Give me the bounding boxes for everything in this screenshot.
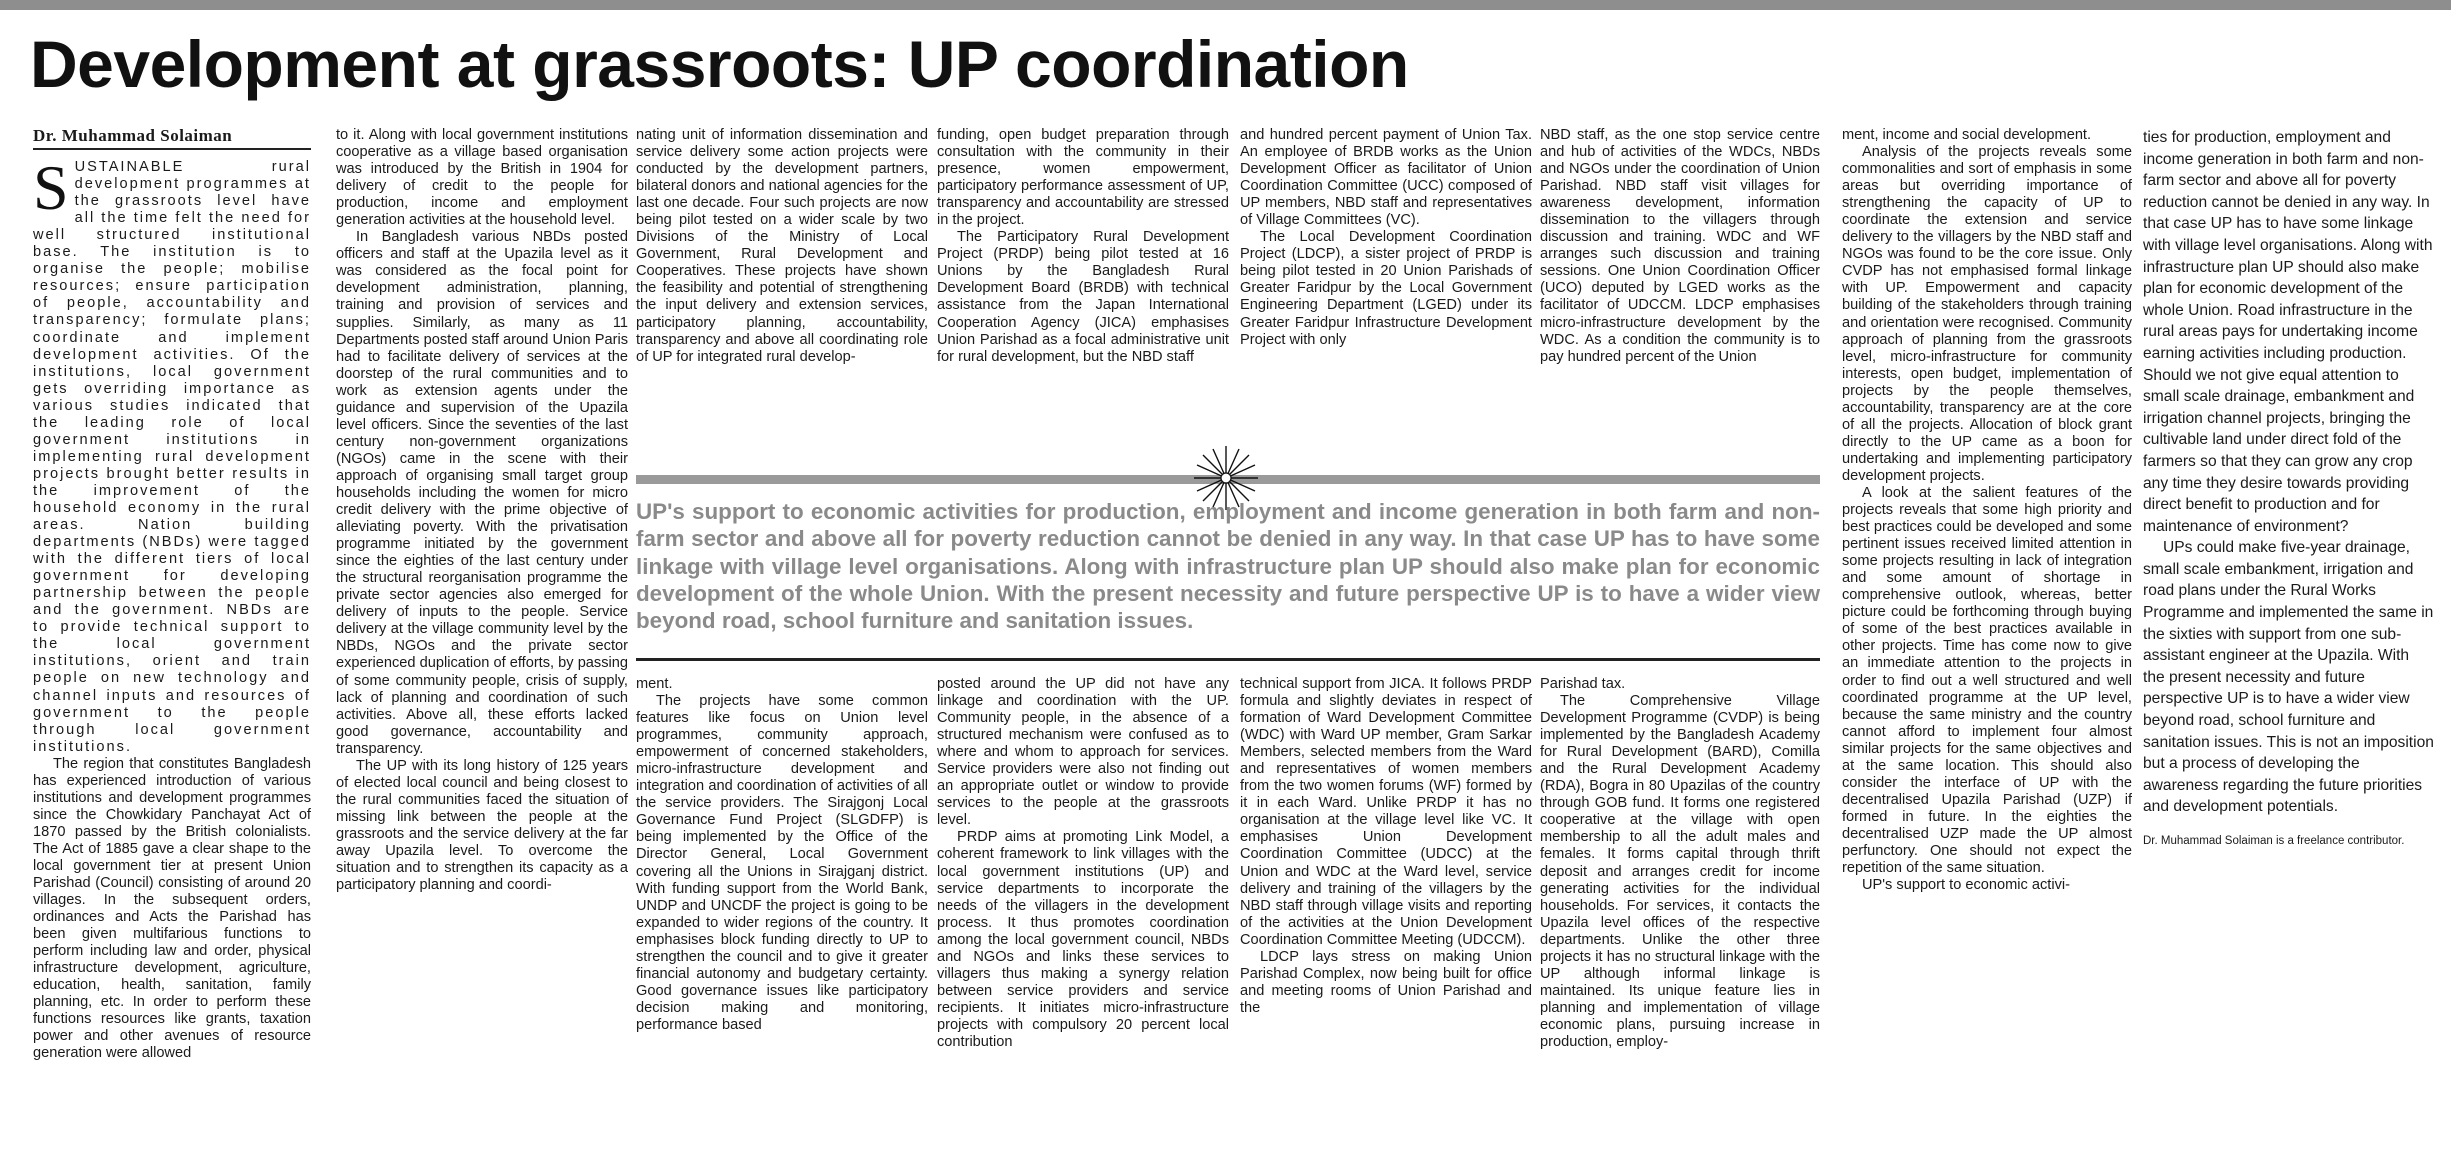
lead-text: USTAINABLE rural development programmes at the grassroots level have all the time felt the need for well structured institutional base. The institution is to organise the people; mobilise resources; ensure participation of people, accountability and transparency; formulate plans; coordinate and implement development activities. Of the institutions, local government gets overriding importance as various studies indicated that the leading role of local government institutions in implementing rural development projects brought better results in the improvement of the household economy in the rural areas. Nation building departments (NBDs) were tagged with the different tiers of local government for developing partnership between the people and the government. NBDs are to provide technical support to the local government institutions, orient and train people on new technology and channel inputs and resources of government to the people through local government institutions. <box>33 159 311 755</box>
paragraph: ment, income and social development. <box>1842 127 2092 143</box>
paragraph: funding, open budget preparation through consultation with the community in their presence, women empowerment, participatory performance assessment of UP, transparency and accountability are stressed in the project. <box>937 127 1229 229</box>
article-column-8 <box>2143 127 2435 1175</box>
paragraph: The projects have some common features like focus on Union level programmes, community approach, empowerment of concerned stakeholders, micro-infrastructure development and integration and coordination of activities of all the service providers. The Sirajgonj Local Governance Fund Project (SLGDFP) is being implemented by the Office of the Director General, Local Government covering all the Unions in Sirajganj district. With funding support from the World Bank, UNDP and UNCDF the project is going to be expanded to wider regions of the country. It emphasises block funding directly to UP to strengthen the council and to give it greater financial autonomy and budgetary certainty. Good governance issues like participatory decision making and monitoring, performance based <box>636 693 928 1033</box>
paragraph: technical support from JICA. It follows PRDP formula and slightly deviates in respect of formation of Ward Development Committee (WDC) with Ward UP member, Gram Sarkar Members, selected members from the Ward and representatives of women members from the two women forums (WF) formed by it in each Ward. Unlike PRDP it has no organisation at the village level like VC. It emphasises Union Development Coordination Committee (UDCC) at the Union and WDC at the Ward level, service delivery and training of the villagers by the NBD staff through village visits and reporting of the activities at the Union Development Coordination Committee Meeting (UDCCM). <box>1240 676 1532 948</box>
paragraph: UPs could make five-year drainage, small scale embankment, irrigation and road plans under the Rural Works Programme and implemented the same in the sixties with support from one sub-assistant engineer at the Upazila. With the present necessity and future perspective UP is to have a wider view beyond road, school furniture and sanitation issues. This is not an imposition but a process of developing the awareness regarding the future priorities and development potentials. <box>2143 539 2434 816</box>
paragraph: Analysis of the projects reveals some commonalities and sort of emphasis in some areas but overriding importance of strengthening the capacity of UP to coordinate the extension and service delivery to the villagers by the NBD staff and NGOs was found to be the core issue. Only CVDP has not emphasised formal linkage with UP. Empowerment and capacity building of the stakeholders through training and orientation were recognised. Community approach of planning from the grassroots level, micro-infrastructure for community interests, open budget, implementation of projects by the people themselves, accountability, transparency are at the core of all the projects. Allocation of block grant directly to the UP came as a boon for undertaking and implementing participatory development projects. <box>1842 144 2132 484</box>
author-byline: Dr. Muhammad Solaiman <box>33 127 311 150</box>
paragraph: The region that constitutes Bangladesh has experienced introduction of various institutions and development programmes since the Chowkidary Panchayat Act of 1870 passed by the British colonialists. The Act of 1885 gave a clear shape to the local government tier at present Union Parishad (Council) consisting of around 20 villages. In the subsequent orders, ordinances and Acts the Parishad has been given multifarious functions to perform including law and order, physical infrastructure development, agriculture, education, health, sanitation, family planning, etc. In order to perform these functions resources like grants, taxation power and other avenues of resource generation were allowed <box>33 755 311 1062</box>
paragraph: The UP with its long history of 125 years of elected local council and being closest to the rural communities faced the situation of missing link between the people at the grassroots and the service delivery at the far away Upazila level. To overcome the situation and to strengthen its capacity as a participatory planning and coordi- <box>336 757 628 894</box>
article-column-6-top <box>1540 127 1820 457</box>
paragraph: The Comprehensive Village Development Programme (CVDP) is being implemented by the Bangladesh Academy for Rural Development (BARD), Comilla and the Rural Development Academy (RDA), Bogra in 80 Upazilas of the country through GOB fund. It forms one registered cooperative at the village with open membership to all the adult males and females. It forms capital through thrift deposit and arranges credit for income generating activities for the individual households. For services, it contacts the Upazila level offices of the respective departments. Unlike the other three projects it has no structural linkage with the UP although informal linkage is maintained. Its unique feature lies in planning and implementation of village economic plans, pursuing increase in production, employ- <box>1540 693 1820 1050</box>
paragraph: to it. Along with local government institutions cooperative as a village based organisation was introduced by the British in 1904 for delivery of credit to the people for production, income and employment generation activities at the household level. <box>336 127 628 229</box>
article-column-4-bottom <box>937 676 1229 1175</box>
paragraph: and hundred percent payment of Union Tax. An employee of BRDB works as the Union Development Officer as facilitator of Union Coordination Committee (UCC) composed of UP members, NBD staff and representatives of Village Committees (VC). <box>1240 127 1532 229</box>
page-headline: Development at grassroots: UP coordination <box>30 27 1409 101</box>
lead-paragraph <box>33 152 311 756</box>
paragraph: The Local Development Coordination Project (LDCP), a sister project of PRDP is being pilot tested in 20 Union Parishads of Greater Faridpur by the Local Government Engineering Department (LGED) under its Greater Faridpur Infrastructure Development Project with only <box>1240 229 1532 348</box>
paragraph: Parishad tax. <box>1540 676 1626 692</box>
paragraph: LDCP lays stress on making Union Parishad Complex, now being built for office and meeting rooms of Union Parishad and the <box>1240 948 1532 1016</box>
paragraph: ment. <box>636 676 673 692</box>
article-column-3-top <box>636 127 928 457</box>
paragraph: In Bangladesh various NBDs posted officers and staff at the Upazila level as it was considered as the focal point for development administration, planning, training and provision of services and supplies. Similarly, as many as 11 Departments posted staff around Union Paris had to facilitate delivery of services at the doorstep of the rural communities and to work as extension agents under the guidance and supervision of the Upazila level officers. Since the seventies of the last century non-government organizations (NGOs) came in the scene with their approach of organising small target group households including the women for micro credit delivery with the prime objective of alleviating poverty. With the privatisation programme initiated by the government since the eighties of the last century under the structural reorganisation programme the private sector agencies also emerged for delivery of inputs to the people. Service delivery at the village community level by the NBDs, NGOs and the private sector experienced duplication of efforts, by passing of some community people, crisis of supply, lack of planning and coordination of such activities. Above all, these efforts lacked good governance, accountability and transparency. <box>336 229 628 757</box>
pull-quote-bottom-rule <box>636 658 1820 661</box>
article-column-1 <box>33 127 311 1175</box>
drop-cap: S <box>33 152 69 224</box>
article-column-5-top <box>1240 127 1532 457</box>
paragraph: A look at the salient features of the projects reveals that some high priority and best practices could be developed and some pertinent issues received limited attention in some projects resulting in lack of integration and some amount of shortage in comprehensive outlook, whereas, better picture could be forthcoming through buying of some of the best practices available in other projects. Time has come now to give an immediate attention to the projects in order to find out a well structured and well coordinated programme at the UP level, because the same ministry and the country cannot afford to implement four almost similar projects for the same objectives and at the same location. This should also consider the interface of UP with the decentralised Upazila Parishad (UZP) if formed in future. In the eighties the decentralised UZP made the UP almost perfunctory. One should not expect the repetition of the same situation. <box>1842 484 2132 877</box>
paragraph: ties for production, employment and income generation in both farm and non-farm sector and above all for poverty reduction cannot be denied in any way. In that case UP has to have some linkage with village level organisations. Along with infrastructure plan UP should also make plan for economic development of the whole Union. Road infrastructure in the rural areas pays for undertaking income earning activities including production. Should we not give equal attention to small scale drainage, embankment and irrigation channel projects, bringing the cultivable land under direct fold of the farmers so that they can grow any crop any time they desire towards providing direct benefit to production and for maintenance of environment? <box>2143 129 2433 535</box>
paragraph: posted around the UP did not have any linkage and coordination with the UP. Community people, in the absence of a structured mechanism were confused as to where and whom to approach for services. Service providers were also not finding out an appropriate outlet or window to provide services to the people at the grassroots level. <box>937 676 1229 829</box>
author-note: Dr. Muhammad Solaiman is a freelance contributor. <box>2143 835 2405 847</box>
paragraph: PRDP aims at promoting Link Model, a coherent framework to link villages with the local government institutions (UP) and service departments to incorporate the needs of the villagers in the development process. It thus promotes coordination among the local government council, NBDs and NGOs and links these services to villagers thus making a synergy relation between service providers and service recipients. It initiates micro-infrastructure projects with compulsory 20 percent local contribution <box>937 829 1229 1050</box>
pull-quote: UP's support to economic activities for production, employment and income generation in both farm and non-farm sector and above all for poverty reduction cannot be denied in any way. In that case UP has to have some linkage with village level organisations. Along with infrastructure plan UP should also make plan for economic development of the whole Union. With the present necessity and future perspective UP is to have a wider view beyond road, school furniture and sanitation issues. <box>636 499 1820 634</box>
paragraph: NBD staff, as the one stop service centre and hub of activities of the WDCs, NBDs and NGOs under the coordination of Union Parishad. NBD staff visit villages for awareness development, information dissemination to the villagers through discussion and training. WDC and WF arranges such discussion and training sessions. One Union Coordination Officer (UCO) deputed by LGED works as the facilitator of UDCCM. LDCP emphasises micro-infrastructure development by the WDC. As a condition the community is to pay hundred percent of the Union <box>1540 127 1820 365</box>
article-column-2 <box>336 127 628 1175</box>
paragraph: UP's support to economic activi- <box>1862 877 2070 894</box>
article-column-4-top <box>937 127 1229 457</box>
paragraph: The Participatory Rural Development Project (PRDP) being pilot tested at 16 Unions by the Bangladesh Rural Development Board (BRDB) with technical assistance from the Japan International Cooperation Agency (JICA) emphasises Union Parishad as a focal administrative unit for rural development, but the NBD staff <box>937 229 1229 365</box>
article-column-7 <box>1842 127 2132 1175</box>
article-column-6-bottom <box>1540 676 1820 1175</box>
article-column-3-bottom <box>636 676 928 1175</box>
top-rule-bar <box>0 0 2451 10</box>
article-column-5-bottom <box>1240 676 1532 1175</box>
paragraph: nating unit of information dissemination and service delivery some action projects were conducted by the development partners, bilateral donors and national agencies for the last one decade. Four such projects are now being pilot tested on a wider scale by two Divisions of the Ministry of Local Government, Rural Development and Cooperatives. These projects have shown the feasibility and potential of strengthening the input delivery and extension services, participatory planning, accountability, transparency and above all coordinating role of UP for integrated rural develop- <box>636 127 928 365</box>
